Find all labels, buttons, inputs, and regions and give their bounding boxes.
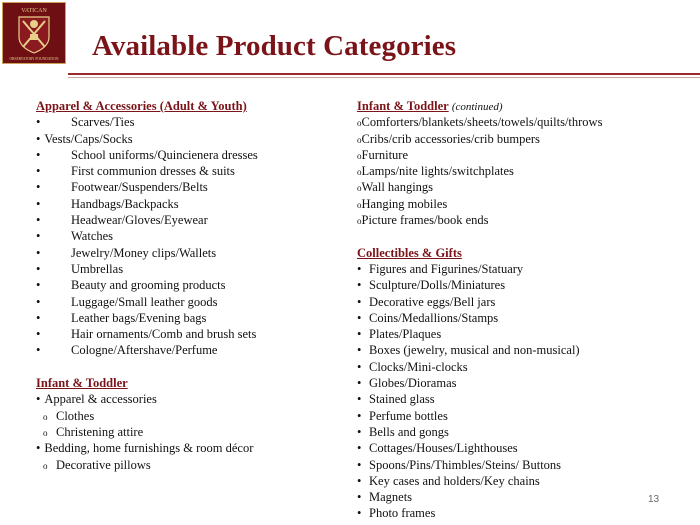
bullet-icon: • <box>36 441 41 456</box>
list-item: • Cottages/Houses/Lighthouses <box>357 440 677 456</box>
list-item: o Decorative pillows <box>36 457 336 473</box>
circle-bullet-icon: o <box>357 150 362 161</box>
list-item: o Christening attire <box>36 424 336 440</box>
left-column <box>36 98 336 473</box>
circle-bullet-icon: o <box>357 199 362 210</box>
list-item: • Umbrellas <box>36 261 336 277</box>
list-item: oHanging mobiles <box>357 196 448 211</box>
list-item: • Jewelry/Money clips/Wallets <box>36 245 336 261</box>
list-item: • Magnets <box>357 489 677 505</box>
collectibles-section-heading: Collectibles & Gifts <box>357 245 462 260</box>
list-item: • Stained glass <box>357 391 677 407</box>
list-item: • Scarves/Ties <box>36 114 336 130</box>
page-number: 13 <box>648 494 660 505</box>
list-item: • Cologne/Aftershave/Perfume <box>36 342 336 358</box>
list-item: • Sculpture/Dolls/Miniatures <box>357 277 677 293</box>
collectibles-list <box>357 261 677 522</box>
title-divider-thin <box>68 77 700 78</box>
list-item: • Key cases and holders/Key chains <box>357 473 677 489</box>
list-item: • Clocks/Mini-clocks <box>357 359 677 375</box>
list-item: • Watches <box>36 228 336 244</box>
infant-section-heading: Infant & Toddler <box>36 376 128 391</box>
list-item: • Headwear/Gloves/Eyewear <box>36 212 336 228</box>
list-item: • School uniforms/Quincienera dresses <box>36 147 336 163</box>
infant-list <box>36 391 336 472</box>
title-divider <box>68 73 700 75</box>
circle-bullet-icon: o <box>357 134 362 145</box>
list-item: • Bedding, home furnishings & room décor <box>36 441 254 456</box>
list-item: • Leather bags/Evening bags <box>36 310 336 326</box>
list-item: • First communion dresses & suits <box>36 163 336 179</box>
apparel-section-heading: Apparel & Accessories (Adult & Youth) <box>36 99 247 113</box>
circle-bullet-icon: o <box>357 183 362 194</box>
circle-bullet-icon: o <box>357 216 362 227</box>
bullet-icon: • <box>36 392 41 407</box>
list-item: oCribs/crib accessories/crib bumpers <box>357 131 540 146</box>
circle-bullet-icon: o <box>357 118 362 129</box>
infant-continued-list <box>357 114 677 228</box>
list-item: • Globes/Dioramas <box>357 375 677 391</box>
list-item: oFurniture <box>357 147 409 162</box>
apparel-list <box>36 114 336 358</box>
list-item: • Boxes (jewelry, musical and non-musical) <box>357 342 677 358</box>
list-item: • Footwear/Suspenders/Belts <box>36 179 336 195</box>
vatican-seal-icon <box>3 3 65 63</box>
list-item: • Handbags/Backpacks <box>36 196 336 212</box>
logo-text-top: VATICAN <box>21 8 47 14</box>
list-item: • Coins/Medallions/Stamps <box>357 310 677 326</box>
infant-continued-heading: Infant & Toddler (continued) <box>357 99 503 113</box>
list-item: oPicture frames/book ends <box>357 213 489 228</box>
list-item: • Photo frames <box>357 505 677 521</box>
list-item: • Beauty and grooming products <box>36 277 336 293</box>
list-item: • Vests/Caps/Socks <box>36 131 133 146</box>
list-item: • Bells and gongs <box>357 424 677 440</box>
bullet-icon: • <box>36 131 41 146</box>
circle-bullet-icon: o <box>357 167 362 178</box>
logo-text-bottom: OBSERVATORY FOUNDATION <box>9 57 59 61</box>
list-item: oComforters/blankets/sheets/towels/quilts/throws <box>357 115 603 130</box>
right-column <box>357 98 677 522</box>
slide-title: Available Product Categories <box>92 30 457 62</box>
list-item: • Hair ornaments/Comb and brush sets <box>36 326 336 342</box>
list-item: o Clothes <box>36 408 336 424</box>
list-item: • Decorative eggs/Bell jars <box>357 294 677 310</box>
list-item: • Plates/Plaques <box>357 326 677 342</box>
list-item: • Perfume bottles <box>357 408 677 424</box>
list-item: • Apparel & accessories <box>36 392 157 407</box>
list-item: oLamps/nite lights/switchplates <box>357 164 514 179</box>
list-item: oWall hangings <box>357 180 434 195</box>
list-item: • Figures and Figurines/Statuary <box>357 261 677 277</box>
list-item: • Spoons/Pins/Thimbles/Steins/ Buttons <box>357 457 677 473</box>
list-item: • Luggage/Small leather goods <box>36 294 336 310</box>
continued-label: (continued) <box>451 101 503 113</box>
foundation-logo <box>2 2 66 64</box>
